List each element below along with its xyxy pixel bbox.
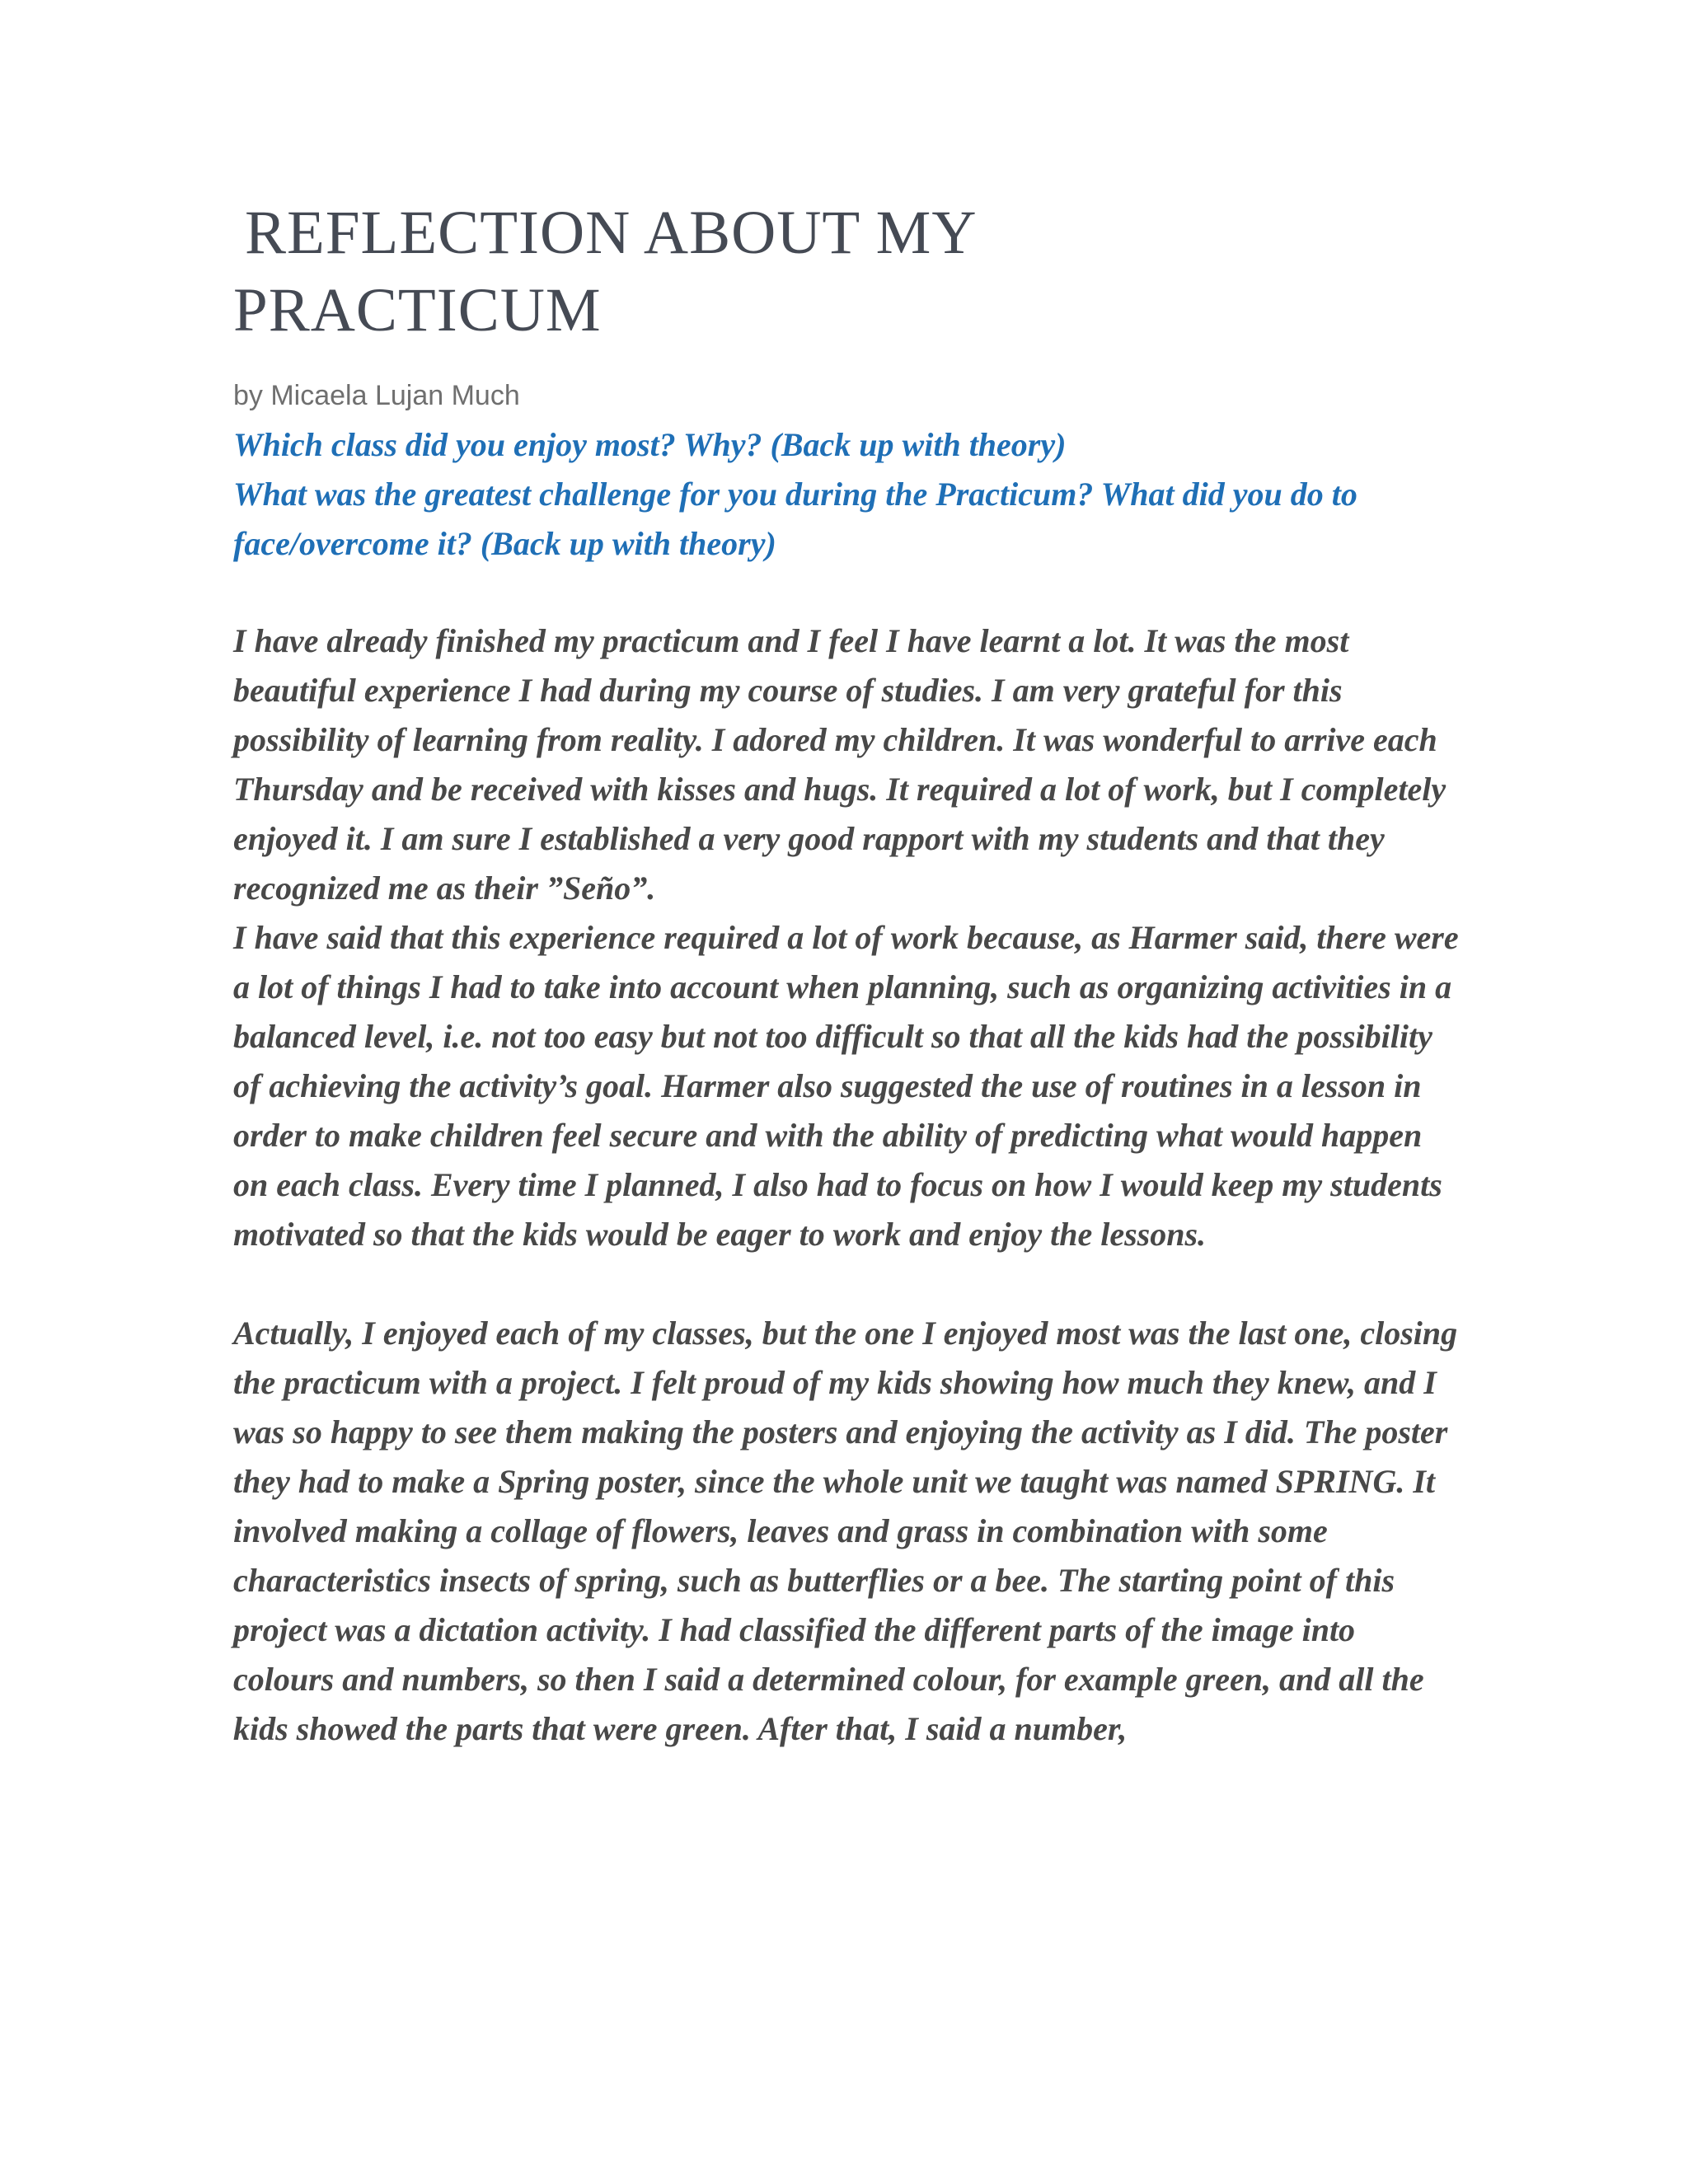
title-line-1: REFLECTION ABOUT MY [245,199,978,267]
question-2: What was the greatest challenge for you during the Practicum? What did you do to face/overcome it? (Back up with theory) [233,476,1357,562]
document-content [233,194,1461,1754]
question-1: Which class did you enjoy most? Why? (Back up with theory) [233,426,1067,463]
paragraph-2: I have said that this experience required a lot of work because, as Harmer said, there were a lot of things I had to take into account when planning, such as organizing activities in a balanced level, i.e. not too easy but not too difficult so that all the kids had the possibility of achieving the activity’s goal. Harmer also suggested the use of routines in a lesson in order to make children feel secure and with the ability of predicting what would happen on each class. Every time I planned, I also had to focus on how I would keep my students motivated so that the kids would be eager to work and enjoy the lessons. [233,919,1459,1253]
paragraph-1: I have already finished my practicum and I feel I have learnt a lot. It was the most beautiful experience I had during my course of studies. I am very grateful for this possibility of learning from reality. I adored my children. It was wonderful to arrive each Thursday and be received with kisses and hugs. It required a lot of work, but I completely enjoyed it. I am sure I established a very good rapport with my students and that they recognized me as their ”Seño”. [233,622,1447,907]
questions-block [233,420,1461,569]
author-byline: by Micaela Lujan Much [233,380,520,411]
paragraph-3: Actually, I enjoyed each of my classes, but the one I enjoyed most was the last one, closing the practicum with a project. I felt proud of my kids showing how much they knew, and I was so happy to see them making the posters and enjoying the activity as I did. The poster they had to make a Spring poster, since the whole unit we taught was named SPRING. It involved making a collage of flowers, leaves and grass in combination with some characteristics insects of spring, such as butterflies or a bee. The starting point of this project was a dictation activity. I had classified the different parts of the image into colours and numbers, so then I said a determined colour, for example green, and all the kids showed the parts that were green. After that, I said a number, [233,1315,1458,1747]
document-title [233,194,1461,349]
title-line-2: PRACTICUM [233,276,602,344]
